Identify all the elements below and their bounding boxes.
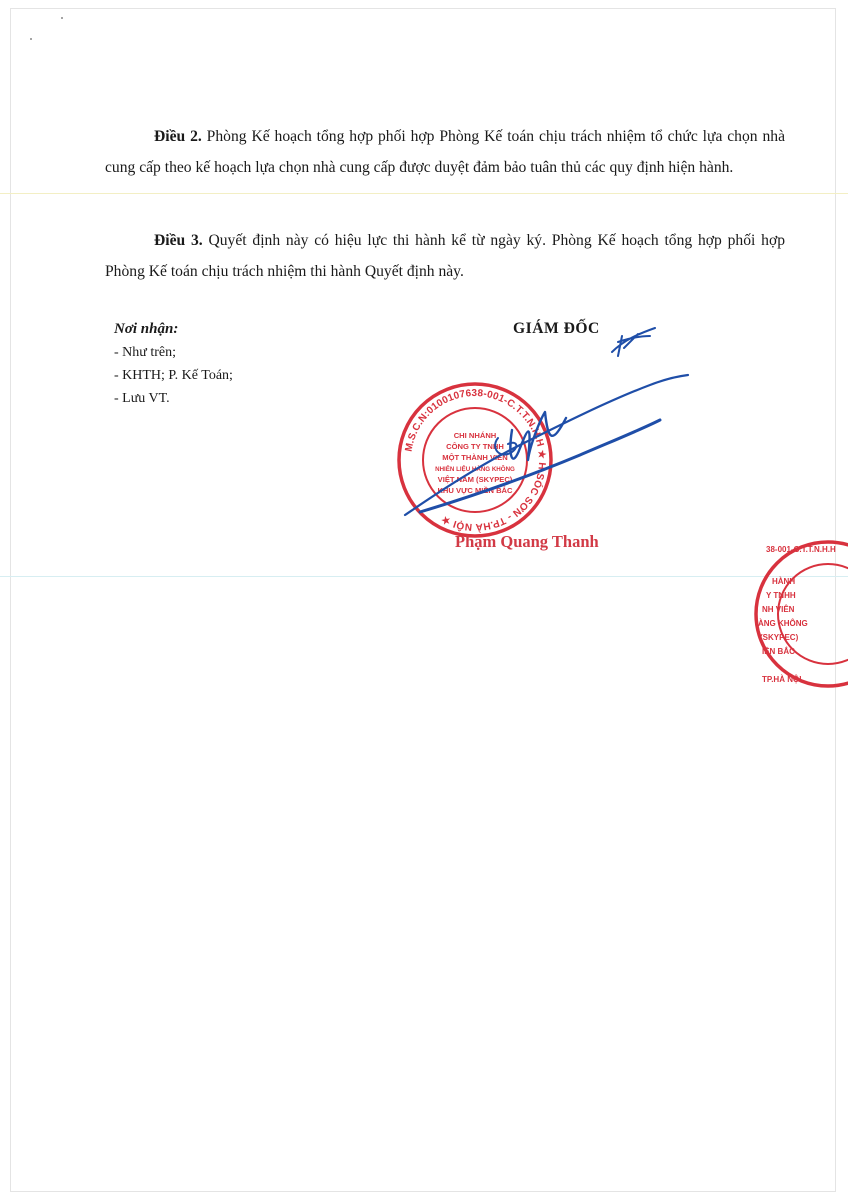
signatory-title: GIÁM ĐỐC	[513, 320, 600, 337]
svg-text:M.S.C.N:0100107638-001-C.T.T.N: M.S.C.N:0100107638-001-C.T.T.N.H.H ★ H.SÓC SƠN - TP.HÀ NỘI ★	[403, 387, 548, 533]
seal-line: MỘT THÀNH VIÊN	[442, 453, 508, 462]
partial-seal-edge	[752, 536, 848, 692]
seal-line: VIỆT NAM (SKYPEC)	[437, 475, 513, 484]
page-border	[10, 8, 836, 1192]
article-3	[105, 225, 785, 287]
svg-text:TP.HÀ NỘI: TP.HÀ NỘI	[762, 675, 802, 684]
recipients-block	[114, 318, 233, 410]
svg-text:Y TNHH: Y TNHH	[766, 591, 796, 600]
seal-line: CÔNG TY TNHH	[446, 442, 504, 451]
recipient-item: - KHTH; P. Kế Toán;	[114, 368, 233, 383]
seal-line: NHIÊN LIỆU HÀNG KHÔNG	[435, 466, 515, 473]
svg-text:NH VIÊN: NH VIÊN	[762, 605, 795, 614]
article-3-label: Điều 3.	[154, 232, 203, 249]
scan-artifact-line	[0, 576, 848, 577]
svg-text:HÀNH: HÀNH	[772, 577, 796, 586]
recipient-item: - Lưu VT.	[114, 391, 170, 406]
svg-text:38-001-C.T.T.N.H.H: 38-001-C.T.T.N.H.H	[766, 545, 836, 554]
recipients-list	[114, 341, 233, 410]
article-2-text: Phòng Kế hoạch tổng hợp phối hợp Phòng Kế toán chịu trách nhiệm tổ chức lựa chọn nhà cung cấp theo kế hoạch lựa chọn nhà cung cấp được duyệt đảm bảo tuân thủ các quy định hiện hành.	[105, 128, 785, 176]
svg-text:ÀNG KHÔNG: ÀNG KHÔNG	[758, 619, 808, 628]
svg-text:IỀN BẮC: IỀN BẮC	[762, 647, 795, 656]
article-2-label: Điều 2.	[154, 128, 202, 145]
article-3-text: Quyết định này có hiệu lực thi hành kể từ ngày ký. Phòng Kế hoạch tổng hợp phối hợp Phòng Kế toán chịu trách nhiệm thi hành Quyết định này.	[105, 232, 786, 280]
article-2	[105, 121, 785, 183]
recipients-heading: Nơi nhận:	[114, 321, 179, 337]
recipient-item: - Như trên;	[114, 345, 177, 360]
svg-text:(SKYPEC): (SKYPEC)	[760, 633, 799, 642]
scan-speck	[61, 17, 63, 19]
signatory-name: Phạm Quang Thanh	[455, 532, 599, 551]
scan-artifact-line	[0, 193, 848, 194]
scan-speck	[30, 38, 32, 40]
seal-line: KHU VỰC MIỀN BẮC	[437, 486, 513, 495]
seal-line: CHI NHÁNH	[453, 431, 497, 440]
company-seal	[395, 380, 555, 540]
